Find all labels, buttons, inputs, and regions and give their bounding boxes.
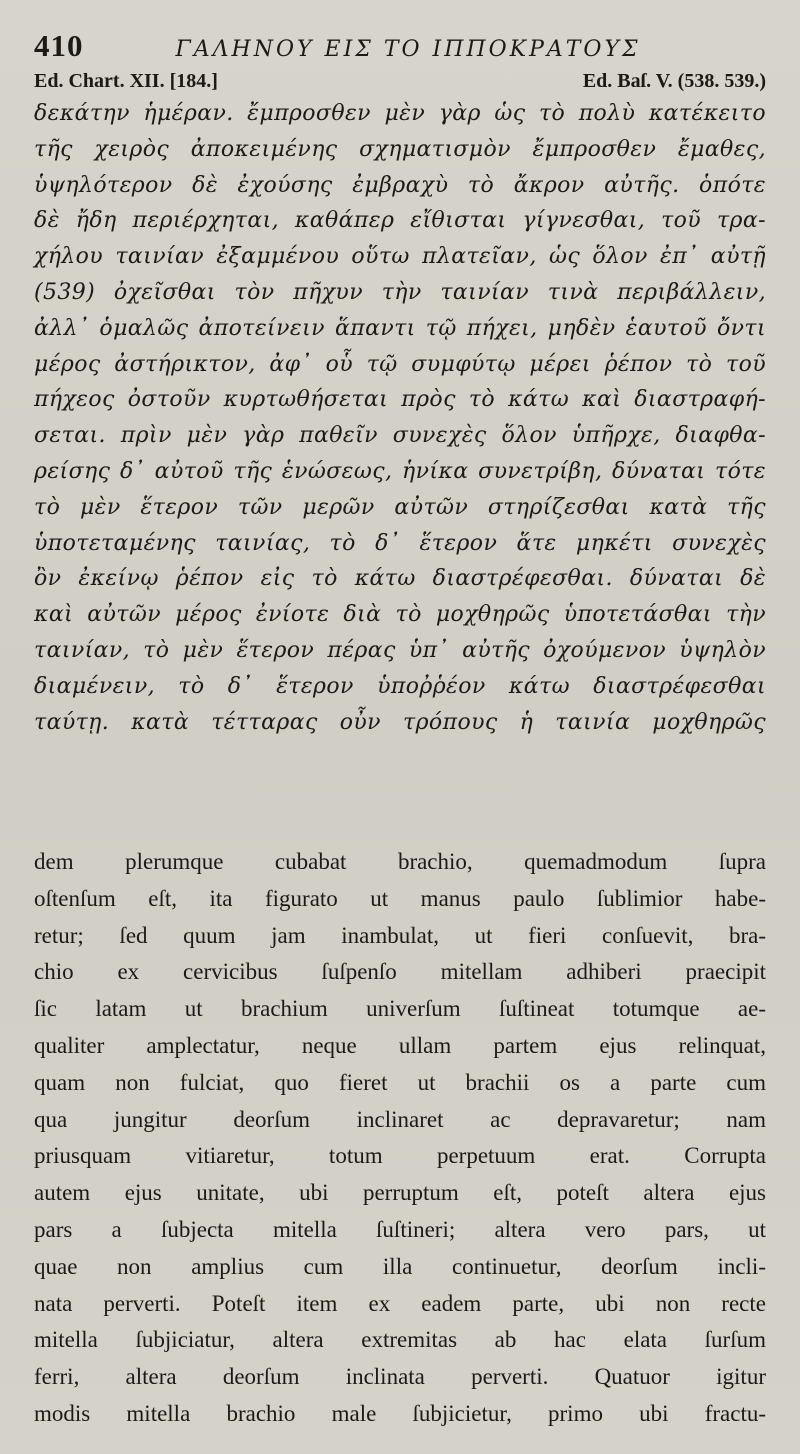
greek-line: σεται. πρὶν μὲν γὰρ παθεῖν συνεχὲς ὅλον ὑπῆρχε, διαφθα- [34, 423, 766, 449]
greek-line: ταινίαν, τὸ μὲν ἕτερον πέρας ὑπ᾽ αὐτῆς ὀχούμενον ὑψηλὸν [34, 637, 766, 663]
page-number: 410 [34, 28, 84, 63]
running-title: ΓΑΛΗΝΟΥ ΕΙΣ ΤΟ ΙΠΠΟΚΡΑΤΟΥΣ [175, 37, 641, 62]
latin-line: qua jungitur deorſum inclinaret ac depravaretur; nam [34, 1106, 766, 1132]
greek-line: ἀλλ᾽ ὁμαλῶς ἀποτείνειν ἅπαντι τῷ πήχει, μηδὲν ἑαυτοῦ ὄντι [34, 315, 766, 341]
edition-reference-right: Ed. Baſ. V. (538. 539.) [582, 70, 766, 92]
greek-line: (539) ὀχεῖσθαι τὸν πῆχυν τὴν ταινίαν τινὰ περιβάλλειν, [34, 279, 766, 305]
greek-line: καὶ αὐτῶν μέρος ἐνίοτε διὰ τὸ μοχθηρῶς ὑποτετάσθαι τὴν [34, 602, 766, 628]
latin-line: nata perverti. Poteſt item ex eadem parte, ubi non recte [34, 1290, 766, 1316]
bleed-through-text [34, 744, 766, 768]
greek-line: ὑψηλότερον δὲ ἐχούσης ἐμβραχὺ τὸ ἄκρον αὐτῆς. ὁπότε [34, 172, 766, 198]
latin-line: qualiter amplectatur, neque ullam partem ejus relinquat, [34, 1032, 766, 1058]
greek-line: χήλου ταινίαν ἐξαμμένου οὕτω πλατεῖαν, ὡς ὅλον ἐπ᾽ αὐτῇ [34, 244, 766, 270]
latin-line: quae non amplius cum illa continuetur, deorſum incli- [34, 1253, 766, 1279]
latin-line: modis mitella brachio male ſubjicietur, primo ubi fractu- [34, 1400, 766, 1426]
greek-line: ρείσης δ᾽ αὐτοῦ τῆς ἑνώσεως, ἡνίκα συνετρίβη, δύναται τότε [34, 458, 766, 484]
greek-line: τὸ μὲν ἕτερον τῶν μερῶν αὐτῶν στηρίζεσθαι κατὰ τῆς [34, 494, 766, 520]
latin-line: ferri, altera deorſum inclinata perverti. Quatuor igitur [34, 1364, 766, 1390]
latin-line: retur; ſed quum jam inambulat, ut fieri conſuevit, bra- [34, 922, 766, 948]
latin-line: quam non fulciat, quo fieret ut brachii os a parte cum [34, 1069, 766, 1095]
latin-line: autem ejus unitate, ubi perruptum eſt, poteſt altera ejus [34, 1180, 766, 1206]
latin-line: chio ex cervicibus ſuſpenſo mitellam adhiberi praecipit [34, 959, 766, 985]
latin-line: oſtenſum eſt, ita figurato ut manus paulo ſublimior habe- [34, 885, 766, 911]
greek-line: διαμένειν, τὸ δ᾽ ἕτερον ὑποῤῥέον κάτω διαστρέφεσθαι [34, 673, 766, 699]
greek-line: πήχεος ὀστοῦν κυρτωθήσεται πρὸς τὸ κάτω καὶ διαστραφή- [34, 387, 766, 413]
latin-line: ſic latam ut brachium univerſum ſuſtineat totumque ae- [34, 996, 766, 1022]
page-header [34, 28, 766, 68]
latin-line: dem plerumque cubabat brachio, quemadmodum ſupra [34, 849, 766, 874]
greek-line: ταύτῃ. κατὰ τέτταρας οὖν τρόπους ἡ ταινία μοχθηρῶς [34, 709, 766, 735]
greek-line: μέρος ἀστήρικτον, ἀφ᾽ οὗ τῷ συμφύτῳ μέρει ῥέπον τὸ τοῦ [34, 351, 766, 377]
greek-text-column [34, 96, 766, 740]
greek-line: ὂν ἐκείνῳ ῥέπον εἰς τὸ κάτω διαστρέφεσθαι. δύναται δὲ [34, 566, 766, 592]
greek-line: δὲ ἤδη περιέρχηται, καθάπερ εἴθισται γίγνεσθαι, τοῦ τρα- [34, 208, 766, 234]
latin-line: mitella ſubjiciatur, altera extremitas ab hac elata ſurſum [34, 1327, 766, 1353]
greek-line: δεκάτην ἡμέραν. ἔμπροσθεν μὲν γὰρ ὡς τὸ πολὺ κατέκειτο [34, 101, 766, 126]
latin-text-column [34, 844, 766, 1433]
latin-line: priusquam vitiaretur, totum perpetuum erat. Corrupta [34, 1143, 766, 1169]
edition-reference-left: Ed. Chart. XII. [184.] [34, 70, 218, 92]
greek-line: ὑποτεταμένης ταινίας, τὸ δ᾽ ἕτερον ἅτε μηκέτι συνεχὲς [34, 530, 766, 556]
latin-line: pars a ſubjecta mitella ſuſtineri; altera vero pars, ut [34, 1216, 766, 1242]
greek-line: τῆς χειρὸς ἀποκειμένης σχηματισμὸν ἔμπροσθεν ἔμαθες, [34, 136, 766, 162]
